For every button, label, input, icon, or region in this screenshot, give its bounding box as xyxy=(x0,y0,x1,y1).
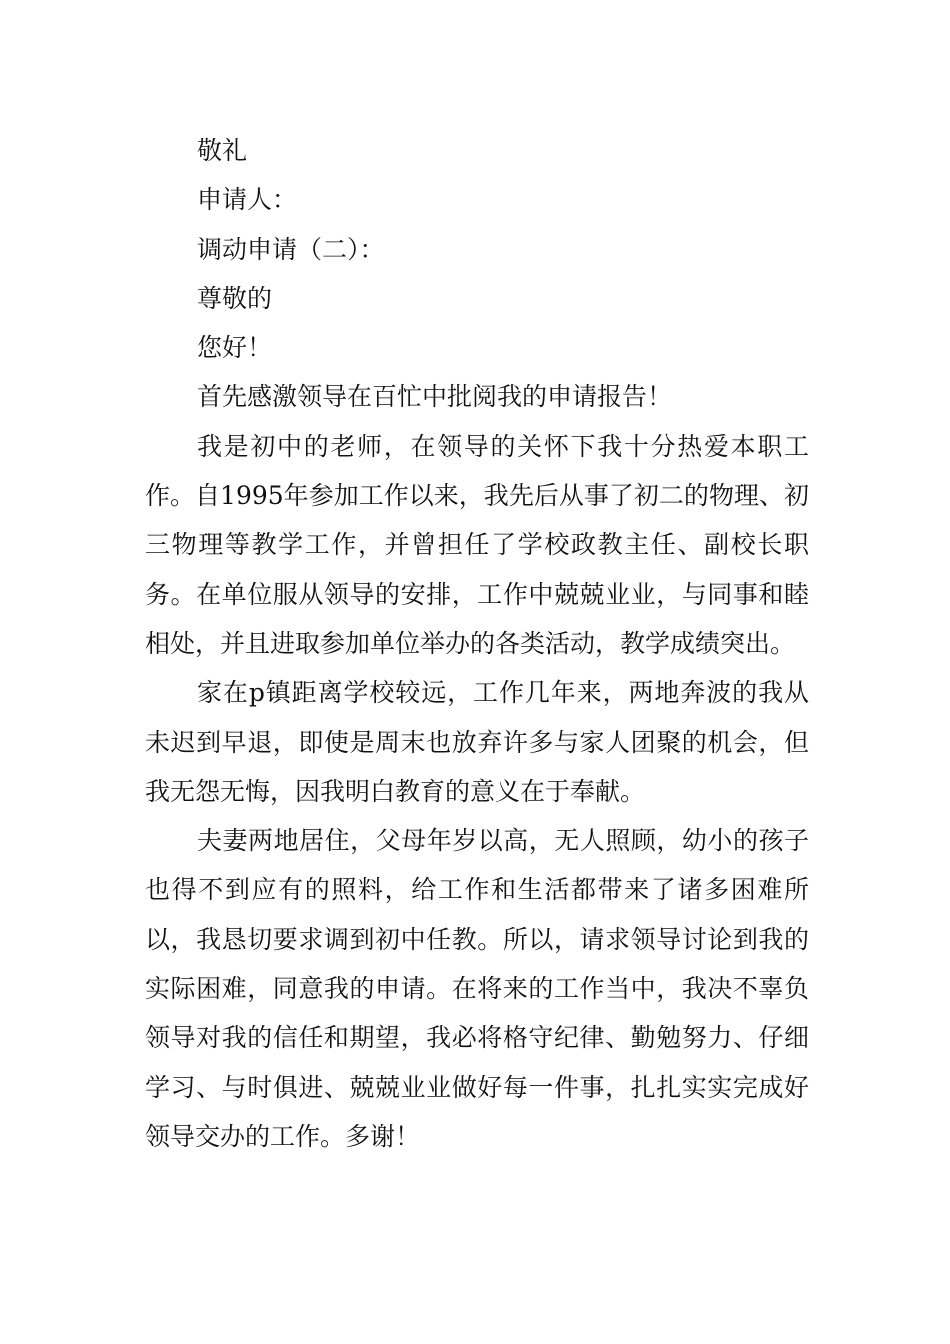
document-body xyxy=(145,126,809,1161)
paragraph-commute: 家在p镇距离学校较远，工作几年来，两地奔波的我从未迟到早退，即使是周末也放弃许多与家人团聚的机会，但我无怨无悔，因我明白教育的意义在于奉献。 xyxy=(145,678,809,806)
paragraph-thanks: 首先感激领导在百忙中批阅我的申请报告！ xyxy=(197,382,673,412)
paragraph-background: 我是初中的老师，在领导的关怀下我十分热爱本职工作。自1995年参加工作以来，我先后从事了初二的物理、初三物理等教学工作，并曾担任了学校政教主任、副校长职务。在单位服从领导的安排，工作中兢兢业业，与同事和睦相处，并且进取参加单位举办的各类活动，教学成绩突出。 xyxy=(145,431,809,658)
closing-line: 敬礼 xyxy=(197,136,248,165)
applicant-label: 申请人： xyxy=(197,185,298,215)
salutation: 尊敬的 xyxy=(197,283,273,313)
greeting: 您好！ xyxy=(197,333,273,363)
section-title: 调动申请（二）： xyxy=(197,234,385,264)
paragraph-request: 夫妻两地居住，父母年岁以高，无人照顾，幼小的孩子也得不到应有的照料，给工作和生活都带来了诸多困难所以，我恳切要求调到初中任教。所以，请求领导讨论到我的实际困难，同意我的申请。在将来的工作当中，我决不辜负领导对我的信任和期望，我必将格守纪律、勤勉努力、仔细学习、与时俱进、兢兢业业做好每一件事，扎扎实实完成好领导交办的工作。多谢！ xyxy=(145,826,809,1151)
